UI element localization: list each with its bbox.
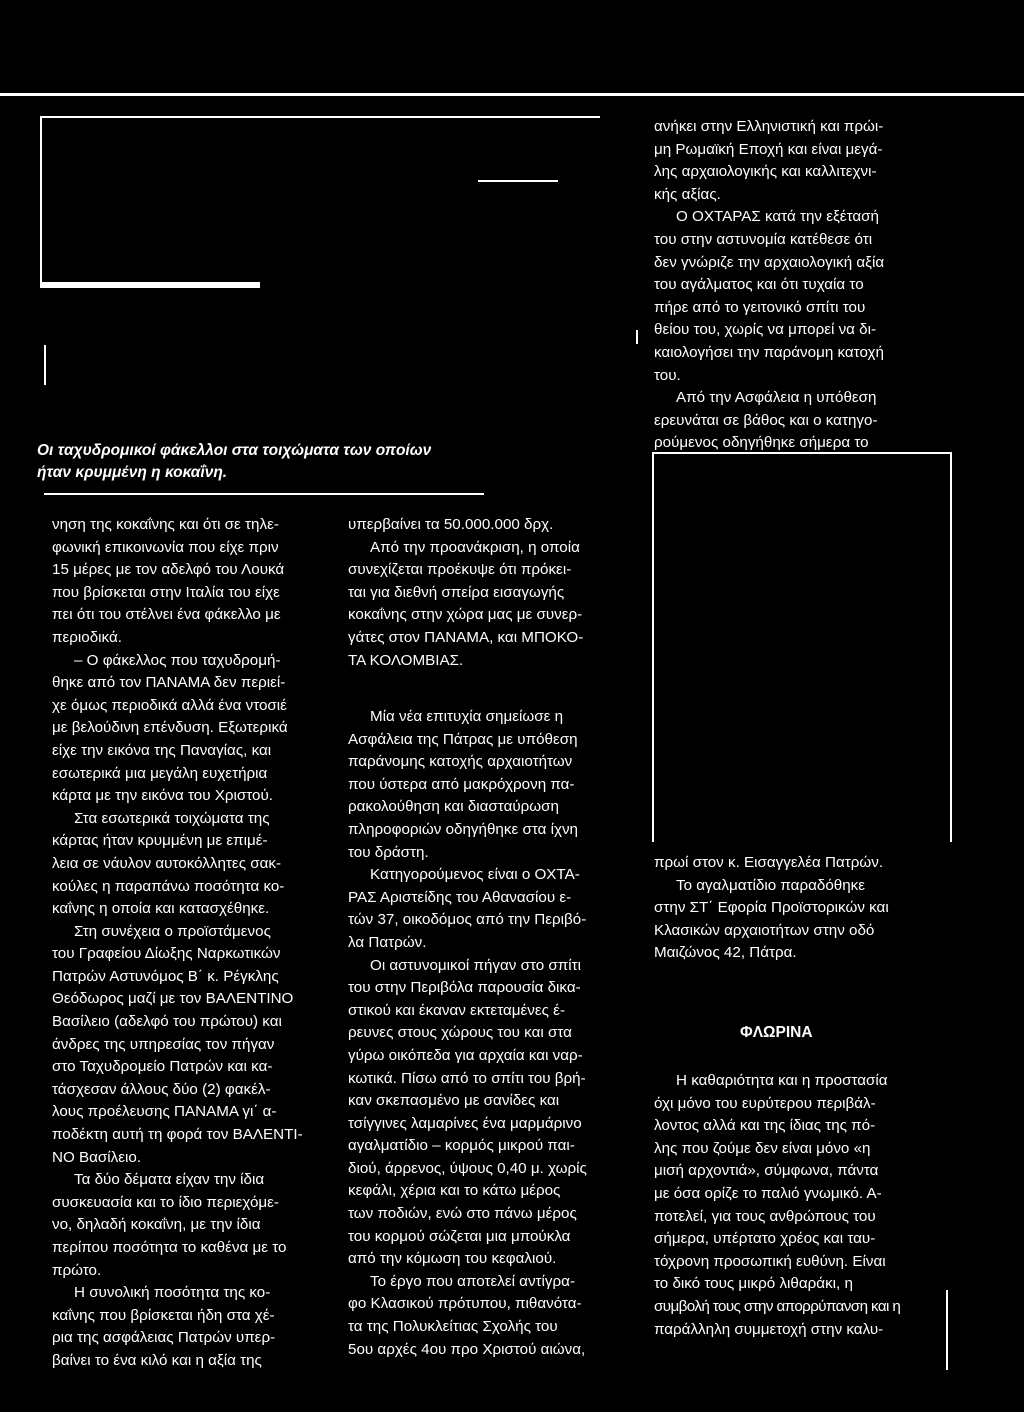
text-line: λης που ζούμε δεν είναι μόνο «η [654, 1139, 871, 1157]
text-line: Ασφάλεια της Πάτρας με υπόθεση [348, 730, 578, 748]
text-line: συνεχίζεται προέκυψε ότι πρόκει- [348, 561, 572, 579]
text-line: όχι μόνο του ευρύτερου περιβάλ- [654, 1094, 876, 1112]
text-line: ρευνες στους χώρους του και στα [348, 1024, 572, 1042]
middle-column-bottom [348, 706, 630, 1361]
text-line: υπερβαίνει τα 50.000.000 δρχ. [348, 516, 554, 533]
text-line: τάσχεσαν άλλους δύο (2) φακέλ- [52, 1080, 271, 1098]
text-line: το δικό τους μικρό λιθαράκι, η [654, 1275, 853, 1293]
text-line: κωτικά. Πίσω από το σπίτι του βρή- [348, 1069, 586, 1087]
text-line: Το έργο που αποτελεί αντίγρα- [370, 1272, 575, 1290]
photo-inner-line [478, 180, 558, 182]
photo-frame-left-line [40, 116, 42, 286]
text-line: Οι αστυνομικοί πήγαν στο σπίτι [370, 956, 582, 974]
text-line: δεν γνώριζε την αρχαιολογική αξία [654, 253, 885, 271]
text-line: του κορμού σώζεται μια μπούκλα [348, 1227, 571, 1245]
text-line: ΝΟ Βασίλειο. [52, 1148, 142, 1166]
text-line: τών 37, οικοδόμος από την Περιβό- [348, 911, 587, 929]
photo-envelope-edge [40, 282, 260, 288]
text-line: πρώτο. [52, 1261, 102, 1279]
text-line: λους προέλευσης ΠΑΝΑΜΑ γι΄ α- [52, 1103, 277, 1121]
text-line: 5ου αρχές 4ου προ Χριστού αιώνα, [348, 1340, 586, 1358]
text-line: πει ότι του στέλνει ένα φάκελλο με [52, 606, 281, 624]
text-line: στικού και έκαναν εκτεταμένες έ- [348, 1001, 566, 1019]
right-photo-frame-right [950, 452, 952, 842]
text-line: ερευνάται σε βάθος και ο κατηγο- [654, 411, 878, 429]
text-line: – Ο φάκελλος που ταχυδρομή- [74, 651, 281, 669]
text-line: λεια σε νάυλον αυτοκόλλητες σακ- [52, 854, 282, 872]
caption-line-2: ήταν κρυμμένη η κοκαΐνη. [37, 464, 228, 481]
photo-caption [37, 440, 507, 484]
text-line: του δράστη. [348, 843, 429, 861]
text-line: κάρτας ήταν κρυμμένη με επιμέ- [52, 832, 268, 850]
text-line: ρούμενος οδηγήθηκε σήμερα το [654, 434, 869, 452]
text-line: νο, δηλαδή κοκαΐνη, με την ίδια [52, 1216, 261, 1234]
text-line: καιολογήσει την παράνομη κατοχή [654, 343, 884, 361]
text-line: Μαιζώνος 42, Πάτρα. [654, 944, 797, 962]
text-line: Στη συνέχεια ο προϊστάμενος [74, 922, 271, 940]
text-line: λοντος αλλά και της ίδιας της πό- [654, 1117, 876, 1135]
text-line: του αγάλματος και ότι τυχαία το [654, 276, 864, 294]
text-line: πήρε από το γειτονικό σπίτι του [654, 298, 866, 316]
text-line: ανήκει στην Ελληνιστική και πρώι- [654, 118, 884, 135]
text-line: του στην Περιβόλα παρουσία δικα- [348, 979, 581, 997]
text-line: Το αγαλματίδιο παραδόθηκε [676, 876, 866, 894]
text-line: του. [654, 366, 681, 384]
text-line: κεφάλι, χέρια και το κάτω μέρος [348, 1182, 561, 1200]
text-line: γύρω οικόπεδα για αρχαία και ναρ- [348, 1046, 583, 1064]
text-line: ποδέκτη αυτή τη φορά τον ΒΑΛΕΝΤΙ- [52, 1126, 303, 1144]
text-line: λα Πατρών. [348, 933, 427, 951]
text-line: Η συνολική ποσότητα της κο- [74, 1284, 271, 1302]
text-line: ται για διεθνή σπείρα εισαγωγής [348, 583, 565, 601]
right-photo-frame-left [652, 452, 654, 842]
text-line: με βελούδινη επένδυση. Εξωτερικά [52, 719, 288, 737]
text-line: του Γραφείου Δίωξης Ναρκωτικών [52, 945, 281, 963]
text-line: Κατηγορούμενος είναι ο ΟΧΤΑ- [370, 866, 580, 884]
top-border-line [0, 93, 1024, 96]
text-line: φωνική επικοινωνία που είχε πριν [52, 538, 279, 556]
text-line: βαίνει το ένα κιλό και η αξία της [52, 1351, 262, 1369]
text-line: σήμερα, υπέρτατο χρέος και ταυ- [654, 1230, 876, 1248]
right-column-middle [654, 852, 940, 965]
text-line: λης αρχαιολογικής και καλλιτεχνι- [654, 163, 877, 181]
text-line: με όσα ορίζε το παλιό γνωμικό. Α- [654, 1184, 882, 1202]
section-heading-florina: ΦΛΩΡΙΝΑ [740, 1024, 813, 1041]
text-line: Στα εσωτερικά τοιχώματα της [74, 809, 270, 827]
text-line: Ο ΟΧΤΑΡΑΣ κατά την εξέτασή [676, 208, 879, 226]
text-line: ΡΑΣ Αριστείδης του Αθανασίου ε- [348, 888, 572, 906]
text-line: κάρτα με την εικόνα του Χριστού. [52, 787, 274, 805]
text-line: κοκαΐνης στην χώρα μας με συνερ- [348, 606, 583, 624]
right-column-bottom [654, 1070, 942, 1341]
text-line: Βασίλειο (αδελφό του πρώτου) και [52, 1013, 282, 1031]
text-line: εσωτερικά μια μεγάλη ευχετήρια [52, 764, 268, 782]
text-line: φο Κλασικού πρότυπου, πιθανότα- [348, 1295, 582, 1313]
text-line: τα της Πολυκλείτιας Σχολής του [348, 1318, 558, 1336]
photo-frame-top-line [40, 116, 600, 118]
text-line: παράλληλη συμμετοχή στην καλυ- [654, 1320, 884, 1338]
text-line: καΐνης η οποία και κατασχέθηκε. [52, 900, 270, 918]
text-line: θείου του, χωρίς να μπορεί να δι- [654, 321, 877, 339]
text-line: γάτες στον ΠΑΝΑΜΑ, και ΜΠΟΚΟ- [348, 628, 584, 646]
text-line: συσκευασία και το ίδιο περιεχόμε- [52, 1193, 279, 1211]
text-line: τσίγγινες λαμαρίνες ένα μαρμάρινο [348, 1114, 582, 1132]
text-line: αγαλματίδιο – κορμός μικρού παι- [348, 1137, 575, 1155]
text-line: του στην αστυνομία κατέθεσε ότι [654, 230, 873, 248]
photo-right-tick [636, 330, 638, 344]
text-line: Από την Ασφάλεια η υπόθεση [676, 389, 877, 407]
text-line: θηκε από τον ΠΑΝΑΜΑ δεν περιεί- [52, 674, 286, 692]
text-line: Πατρών Αστυνόμος Β΄ κ. Ρέγκλης [52, 967, 279, 985]
text-line: Κλασικών αρχαιοτήτων στην οδό [654, 921, 875, 939]
text-line: πρωί στον κ. Εισαγγελέα Πατρών. [654, 854, 884, 871]
text-line: που βρίσκεται στην Ιταλία του είχε [52, 583, 280, 601]
text-line: 15 μέρες με τον αδελφό του Λουκά [52, 561, 285, 579]
text-line: μισή αρχοντιά», σύμφωνα, πάντα [654, 1162, 879, 1180]
text-line: περίπου ποσότητα το καθένα με το [52, 1239, 287, 1256]
text-line: από την κόμωση του κεφαλιού. [348, 1250, 557, 1268]
middle-column-top [348, 514, 630, 672]
text-line: μη Ρωμαϊκή Εποχή και είναι μεγά- [654, 140, 883, 158]
text-line: Η καθαριότητα και η προστασία [676, 1072, 888, 1089]
text-line: πληροφοριών οδηγήθηκε στα ίχνη [348, 820, 578, 838]
text-line: τόχρονη προσωπική ευθύνη. Είναι [654, 1252, 886, 1270]
text-line: που ύστερα από μακρόχρονη πα- [348, 775, 575, 793]
caption-underline [44, 493, 484, 495]
photo-frame-left-line-lower [44, 345, 46, 385]
text-line: κής αξίας. [654, 185, 721, 203]
text-line: ρια της ασφάλειας Πατρών υπερ- [52, 1329, 276, 1347]
text-line: Τα δύο δέματα είχαν την ίδια [74, 1171, 265, 1189]
text-line: παράνομης κατοχής αρχαιοτήτων [348, 753, 573, 771]
text-line: άνδρες της υπηρεσίας τον πήγαν [52, 1035, 275, 1053]
text-line: συμβολή τους στην απορρύπανση και η [654, 1297, 901, 1315]
text-line: χε όμως περιοδικά αλλά ένα ντοσιέ [52, 696, 287, 714]
left-column [52, 514, 330, 1373]
text-line: ποτελεί, για τους ανθρώπους του [654, 1207, 876, 1225]
text-line: καΐνης που βρίσκεται ήδη στα χέ- [52, 1306, 275, 1324]
text-line: είχε την εικόνα της Παναγίας, και [52, 741, 272, 759]
text-line: στο Ταχυδρομείο Πατρών και κα- [52, 1058, 273, 1076]
text-line: νηση της κοκαΐνης και ότι σε τηλε- [52, 516, 279, 533]
text-line: περιοδικά. [52, 628, 122, 646]
text-line: κούλες η παραπάνω ποσότητα κο- [52, 877, 285, 895]
right-column-bottom-line [946, 1290, 948, 1370]
text-line: Θεόδωρος μαζί με τον ΒΑΛΕΝΤΙΝΟ [52, 990, 294, 1008]
text-line: Μία νέα επιτυχία σημείωσε η [370, 708, 564, 725]
text-line: καν σκεπασμένο με σανίδες και [348, 1092, 560, 1110]
text-line: διού, άρρενος, ύψους 0,40 μ. χωρίς [348, 1159, 587, 1177]
text-line: Από την προανάκριση, η οποία [370, 538, 580, 556]
text-line: των ποδιών, ενώ στο πάνω μέρος [348, 1205, 577, 1223]
text-line: στην ΣΤ΄ Εφορία Προϊστορικών και [654, 899, 889, 917]
text-line: ΤΑ ΚΟΛΟΜΒΙΑΣ. [348, 651, 464, 669]
caption-line-1: Οι ταχυδρομικοί φάκελλοι στα τοιχώματα των οποίων [37, 442, 432, 459]
right-column-top [654, 116, 954, 455]
text-line: ρακολούθηση και διασταύρωση [348, 798, 559, 816]
